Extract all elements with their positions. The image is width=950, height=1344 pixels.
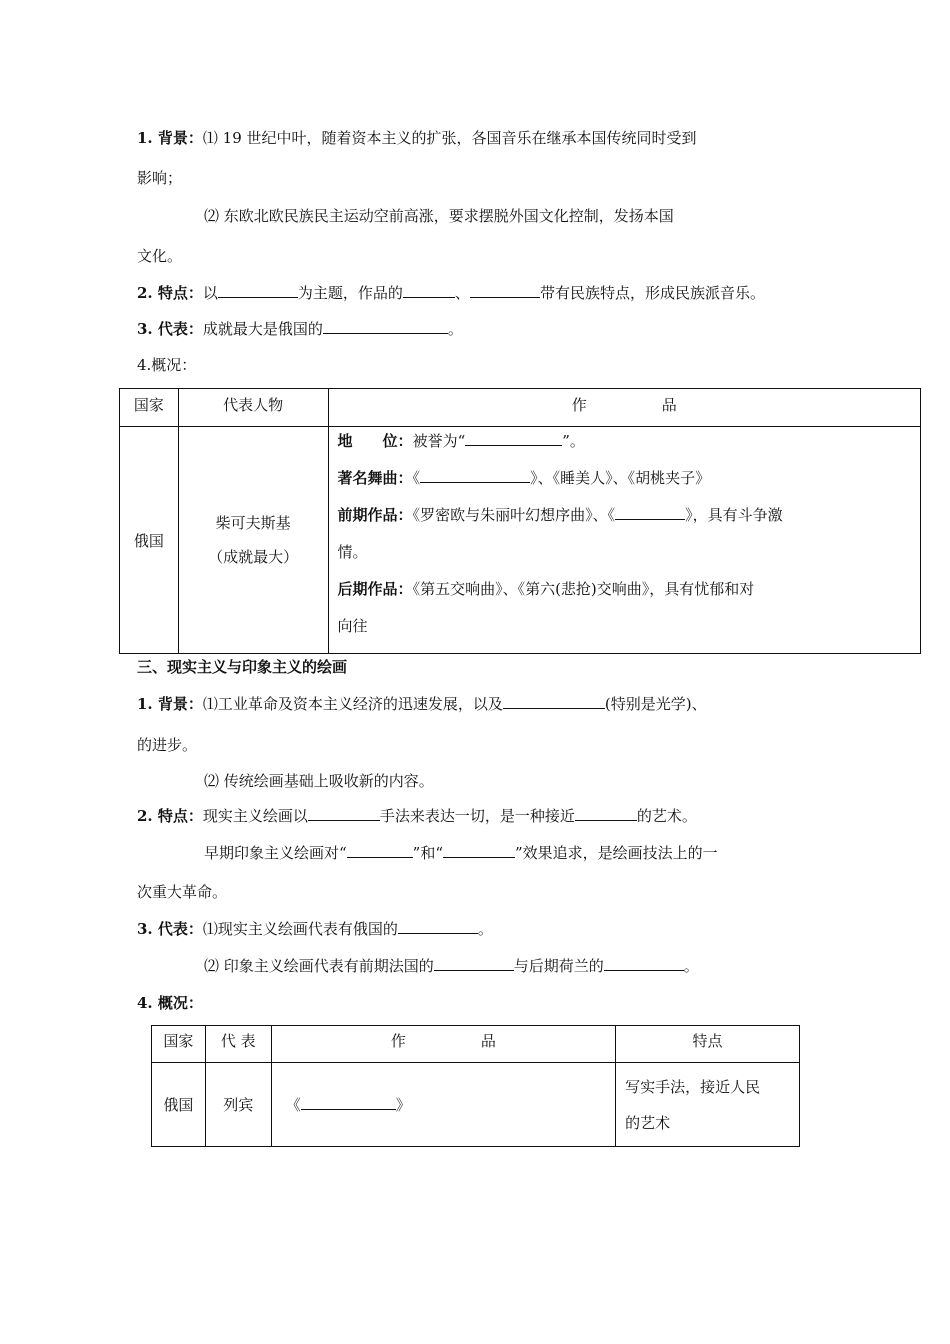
music-feature-line	[137, 283, 765, 303]
music-bg-item2: ⑵ 东欧北欧民族民主运动空前高涨，要求摆脱外国文化控制，发扬本国	[204, 207, 674, 225]
early-text: 《罗密欧与朱丽叶幻想序曲》、《	[412, 506, 616, 524]
painting-heading: 三、现实主义与印象主义的绘画	[137, 658, 348, 676]
fill-blank[interactable]	[434, 956, 514, 971]
music-bg-line1-cont: 影响；	[137, 169, 183, 187]
feature-line2: 的艺术	[625, 1113, 671, 1132]
table-cell-rep: 列宾	[205, 1063, 271, 1147]
works-early-cont: 情。	[337, 543, 368, 561]
early-label: 前期作品：	[337, 506, 413, 524]
person-note: （成就最大）	[208, 548, 299, 566]
table-header: 国家	[152, 1026, 206, 1063]
painting-feature-text: 的艺术。	[636, 807, 697, 825]
painting-bg-item1-end: (特别是光学)、	[604, 695, 707, 713]
late-label: 后期作品：	[337, 580, 413, 598]
table-cell-works	[328, 427, 920, 654]
fill-blank[interactable]	[443, 843, 515, 858]
fill-blank[interactable]	[301, 1095, 396, 1110]
painting-rep-label: 3. 代表：	[137, 920, 203, 938]
painting-feature-text: ”效果追求，是绘画技法上的一	[515, 844, 718, 862]
table-header: 代 表	[205, 1026, 271, 1063]
painting-overview-label: 4. 概况：	[137, 994, 203, 1012]
music-feature-text: 带有民族特点，形成民族派音乐。	[539, 284, 765, 302]
painting-feature-line2	[204, 843, 718, 863]
painting-feature-text: 现实主义绘画以	[202, 807, 308, 825]
table-cell-feature	[616, 1063, 800, 1147]
fill-blank[interactable]	[398, 919, 478, 934]
table-header: 作 品	[271, 1026, 615, 1063]
table-header: 特点	[616, 1026, 800, 1063]
status-text: 被誉为“	[412, 432, 466, 450]
dance-rest: 》、《睡美人》、《胡桃夹子》	[530, 469, 711, 487]
dance-open: 《	[412, 469, 421, 487]
painting-feature-text: ”和“	[412, 844, 444, 862]
music-feature-text: 、	[454, 284, 470, 302]
painting-bg-label: 1. 背景：	[137, 695, 203, 713]
painting-rep-item2: ⑵ 印象主义绘画代表有前期法国的	[204, 957, 434, 975]
music-bg-item2-cont: 文化。	[137, 247, 183, 265]
table-header: 国家	[120, 389, 179, 427]
table-header: 作 品	[328, 389, 920, 427]
painting-rep-line1	[137, 919, 493, 939]
table-header: 代表人物	[178, 389, 328, 427]
fill-blank[interactable]	[308, 806, 380, 821]
status-label: 地 位：	[337, 432, 413, 450]
painting-feature-label: 2. 特点：	[137, 807, 203, 825]
fill-blank[interactable]	[420, 468, 530, 483]
painting-rep-item1-end: 。	[477, 920, 493, 938]
music-rep-text: 。	[447, 320, 463, 338]
music-feature-text: 为主题，作品的	[297, 284, 403, 302]
painting-feature-cont: 次重大革命。	[137, 883, 228, 901]
fill-blank[interactable]	[615, 505, 685, 520]
painting-bg-item2: ⑵ 传统绘画基础上吸收新的内容。	[204, 772, 434, 790]
dance-label: 著名舞曲：	[337, 469, 413, 487]
status-end: ”。	[562, 432, 585, 450]
fill-blank[interactable]	[465, 431, 562, 446]
fill-blank[interactable]	[575, 806, 637, 821]
table-cell-country: 俄国	[152, 1063, 206, 1147]
painting-rep-item2-mid: 与后期荷兰的	[513, 957, 604, 975]
fill-blank[interactable]	[218, 283, 298, 298]
fill-blank[interactable]	[323, 319, 448, 334]
works-late	[338, 579, 914, 599]
music-feature-label: 2. 特点：	[137, 284, 203, 302]
table-cell-person	[178, 427, 328, 654]
work-open: 《	[285, 1096, 301, 1114]
feature-line1: 写实手法，接近人民	[625, 1077, 761, 1096]
fill-blank[interactable]	[403, 283, 455, 298]
painting-rep-item1: ⑴现实主义绘画代表有俄国的	[202, 920, 398, 938]
music-rep-line	[137, 319, 463, 339]
painting-rep-line2	[204, 956, 699, 976]
music-feature-text: 以	[202, 284, 218, 302]
painting-rep-item2-end: 。	[683, 957, 699, 975]
painting-feature-line1	[137, 806, 697, 826]
painting-overview-table	[151, 1025, 800, 1147]
fill-blank[interactable]	[503, 694, 605, 709]
fill-blank[interactable]	[347, 843, 413, 858]
late-text: 《第五交响曲》、《第六(悲抢)交响曲》，具有忧郁和对	[412, 580, 755, 598]
music-rep-label: 3. 代表：	[137, 320, 203, 338]
music-bg-label: 1. 背景：	[137, 129, 203, 147]
works-early	[338, 505, 914, 525]
early-end: 》，具有斗争激	[685, 506, 783, 524]
music-bg-item1: ⑴ 19 世纪中叶，随着资本主义的扩张，各国音乐在继承本国传统同时受到	[202, 129, 697, 147]
painting-feature-text: 早期印象主义绘画对“	[204, 844, 347, 862]
works-status	[338, 431, 914, 451]
painting-bg-line1	[137, 694, 707, 714]
table-cell-work	[271, 1063, 615, 1147]
fill-blank[interactable]	[604, 956, 684, 971]
works-late-cont: 向往	[337, 617, 368, 635]
person-name: 柴可夫斯基	[215, 514, 291, 532]
music-rep-text: 成就最大是俄国的	[202, 320, 323, 338]
painting-bg-item1: ⑴工业革命及资本主义经济的迅速发展，以及	[202, 695, 503, 713]
fill-blank[interactable]	[470, 283, 540, 298]
music-overview-label: 4.概况：	[137, 356, 197, 374]
table-cell-country: 俄国	[120, 427, 179, 654]
work-close: 》	[395, 1096, 411, 1114]
works-dance	[338, 468, 914, 488]
music-overview-table	[119, 388, 921, 654]
music-bg-line1	[137, 128, 697, 148]
painting-bg-item1-cont: 的进步。	[137, 736, 198, 754]
painting-feature-text: 手法来表达一切，是一种接近	[379, 807, 575, 825]
